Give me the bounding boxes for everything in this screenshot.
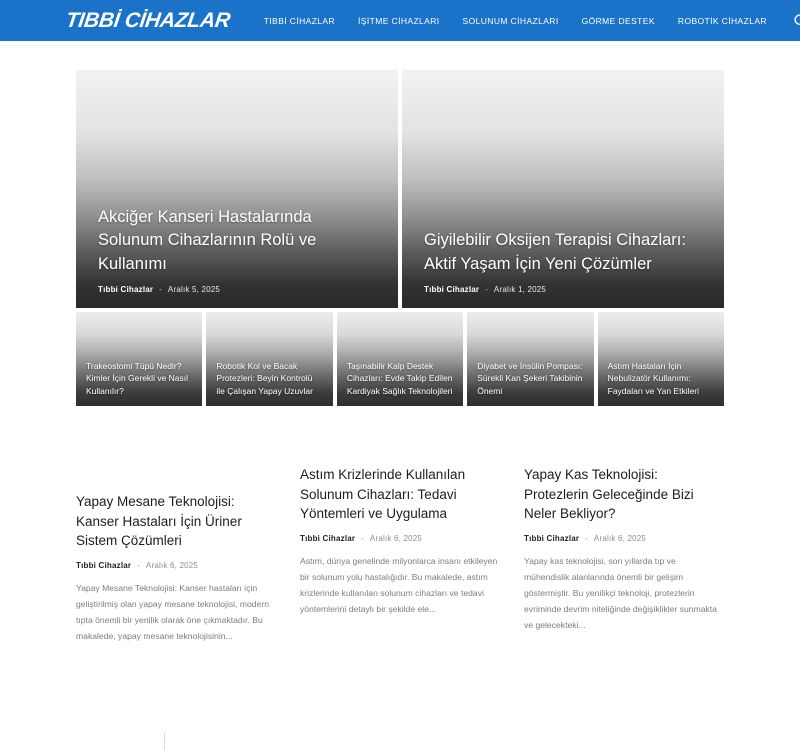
nav-item-isitme-cihazlari[interactable]: İŞİTME CİHAZLARI bbox=[358, 15, 440, 26]
strip-card[interactable] bbox=[76, 312, 202, 406]
article-card[interactable] bbox=[76, 492, 274, 645]
article-excerpt: Astım, dünya genelinde milyonlarca insanı etkileyen bir solunum yolu hastalığıdır. Bu makalede, astım krizlerinde kullanılan solunum cihazları ve tedavi yöntemlerini detaylı bir şekilde ele... bbox=[300, 556, 498, 614]
page-content bbox=[76, 41, 724, 645]
article-title[interactable]: Yapay Kas Teknolojisi: Protezlerin Geleceğinde Bizi Neler Bekliyor? bbox=[524, 467, 694, 522]
article-title[interactable]: Astım Krizlerinde Kullanılan Solunum Cihazları: Tedavi Yöntemleri ve Uygulama bbox=[300, 467, 466, 522]
article-card[interactable] bbox=[300, 465, 498, 645]
article-card[interactable] bbox=[524, 465, 722, 645]
author-name[interactable]: Tıbbi Cihazlar bbox=[524, 534, 580, 544]
publish-date: Aralık 5, 2025 bbox=[167, 285, 221, 294]
article-list bbox=[76, 467, 724, 645]
hero-card-secondary[interactable] bbox=[402, 70, 724, 308]
publish-date: Aralık 6, 2025 bbox=[369, 534, 423, 544]
nav-item-solunum-cihazlari[interactable]: SOLUNUM CİHAZLARI bbox=[462, 15, 559, 26]
hero-card-primary-title: Akciğer Kanseri Hastalarında Solunum Cihazlarının Rolü ve Kullanımı bbox=[98, 207, 317, 273]
strip-card[interactable] bbox=[598, 312, 724, 406]
article-excerpt: Yapay Mesane Teknolojisi: Kanser hastaları için geliştirilmiş olan yapay mesane teknolojisi, modern tıpta önemli bir yenilik olarak öne çıkmaktadır. Bu makalede, yapay mesane teknolojisinin... bbox=[76, 583, 269, 641]
strip-card-title: Astım Hastaları İçin Nebulizatör Kullanımı: Faydaları ve Yan Etkileri bbox=[607, 361, 699, 396]
strip-card-body bbox=[76, 360, 202, 406]
featured-hero-row bbox=[76, 70, 724, 308]
strip-card-body bbox=[598, 360, 724, 406]
strip-card-title: Taşınabilir Kalp Destek Cihazları: Evde Takip Edilen Kardiyak Sağlık Teknolojileri bbox=[346, 361, 453, 396]
author-name[interactable]: Tıbbi Cihazlar bbox=[424, 285, 480, 294]
author-name[interactable]: Tıbbi Cihazlar bbox=[300, 534, 356, 544]
hero-card-secondary-body bbox=[402, 229, 724, 308]
hero-card-secondary-meta bbox=[424, 285, 702, 294]
strip-card-body bbox=[337, 360, 463, 406]
primary-navigation bbox=[264, 16, 767, 26]
hero-card-secondary-title: Giyilebilir Oksijen Terapisi Cihazları: Aktif Yaşam İçin Yeni Çözümler bbox=[424, 231, 686, 273]
article-meta bbox=[300, 534, 498, 543]
strip-card-body bbox=[467, 360, 593, 406]
strip-card[interactable] bbox=[206, 312, 332, 406]
hero-card-primary[interactable] bbox=[76, 70, 398, 308]
publish-date: Aralık 1, 2025 bbox=[493, 285, 547, 294]
article-meta bbox=[524, 534, 722, 543]
site-header bbox=[0, 0, 800, 41]
site-logo[interactable]: TIBBİ CİHAZLAR bbox=[64, 8, 232, 32]
search-icon[interactable] bbox=[793, 13, 800, 29]
nav-item-gorme-destek[interactable]: GÖRME DESTEK bbox=[581, 15, 655, 26]
publish-date: Aralık 6, 2025 bbox=[593, 534, 647, 544]
hero-card-primary-body bbox=[76, 206, 398, 308]
page-bottom-divider bbox=[164, 733, 165, 750]
meta-separator: - bbox=[361, 534, 364, 544]
nav-item-robotik-cihazlar[interactable]: ROBOTİK CİHAZLAR bbox=[677, 15, 767, 26]
nav-item-tibbi-cihazlar[interactable]: TIBBİ CİHAZLAR bbox=[263, 15, 336, 26]
publish-date: Aralık 6, 2025 bbox=[145, 561, 199, 571]
meta-separator: - bbox=[485, 285, 488, 294]
strip-card[interactable] bbox=[337, 312, 463, 406]
strip-card-title: Robotik Kol ve Bacak Protezleri: Beyin Kontrolü ile Çalışan Yapay Uzuvlar bbox=[216, 361, 313, 396]
strip-card-title: Trakeostomi Tüpü Nedir? Kimler İçin Gerekli ve Nasıl Kullanılır? bbox=[86, 361, 189, 396]
meta-separator: - bbox=[159, 285, 162, 294]
meta-separator: - bbox=[585, 534, 588, 544]
strip-card-title: Diyabet ve İnsülin Pompası: Sürekli Kan Şekeri Takibinin Önemi bbox=[477, 361, 583, 396]
author-name[interactable]: Tıbbi Cihazlar bbox=[76, 561, 132, 571]
strip-card-body bbox=[206, 360, 332, 406]
meta-separator: - bbox=[137, 561, 140, 571]
author-name[interactable]: Tıbbi Cihazlar bbox=[98, 285, 154, 294]
article-excerpt: Yapay kas teknolojisi, son yıllarda tıp ve mühendislik alanlarında önemli bir gelişim göstermiştir. Bu yenilikçi teknoloji, protezlerin evriminde devrim niteliğinde değişiklikler sunmakta ve gelecekteki... bbox=[524, 556, 717, 630]
strip-card[interactable] bbox=[467, 312, 593, 406]
featured-strip-row bbox=[76, 312, 724, 406]
hero-card-primary-meta bbox=[98, 285, 376, 294]
article-meta bbox=[76, 561, 274, 570]
article-title[interactable]: Yapay Mesane Teknolojisi: Kanser Hastaları İçin Üriner Sistem Çözümleri bbox=[76, 494, 242, 549]
